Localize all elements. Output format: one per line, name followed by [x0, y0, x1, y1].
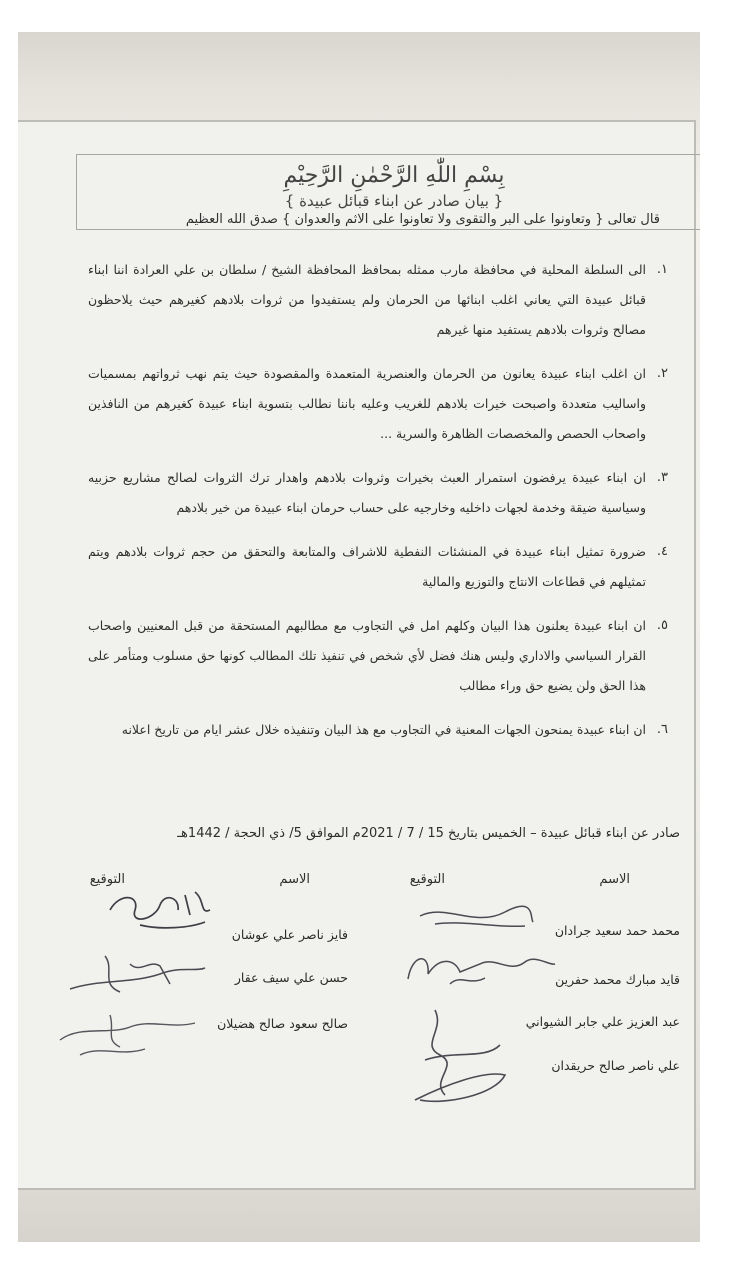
issued-line: صادر عن ابناء قبائل عبيدة – الخميس بتاريخ 15 / 7 / 2021م الموافق 5/ ذي الحجة / 1442هـ	[177, 826, 680, 841]
handwritten-signature	[60, 944, 210, 1004]
item-number: ٦.	[656, 722, 668, 737]
name-header-right: الاسم	[599, 872, 630, 887]
statement-item	[88, 611, 668, 701]
statement-item	[88, 715, 668, 745]
item-text: ان ابناء عبيدة يمنحون الجهات المعنية في التجاوب مع هذ البيان وتنفيذه خلال عشر ايام من تاريخ اعلانه	[121, 722, 646, 737]
statement-item	[88, 537, 668, 597]
item-text: ان ابناء عبيدة يرفضون استمرار العبث بخيرات وثروات بلادهم واهدار ترك الثروات لصالح مشاريع حزبيه وسياسية ضيقة وخدمة لجهات داخليه وخارجيه على حساب حرمان ابناء عبيدة من خير بلادهم	[88, 470, 646, 515]
signature-header-left: التوقيع	[89, 872, 125, 887]
item-text: ان ابناء عبيدة يعلنون هذا البيان وكلهم امل في التجاوب مع مطالبهم المستحقة من قبل المعنيين واصحاب القرار السياسي والاداري وليس هنك فضل لأي شخص في تنفيذ تلك المطالب كونها حق مسلوب ومتأمر على هذا الحق ولن يضيع حق وراء مطالب	[88, 618, 646, 693]
item-text: ضرورة تمثيل ابناء عبيدة في المنشئات النفطية للاشراف والمتابعة والتحقق من حجم ثروات بلادهم ويتم تمثيلهم في قطاعات الانتاج والتوزيع والمالية	[88, 544, 646, 589]
name-header-left: الاسم	[279, 872, 310, 887]
statement-title: { بيان صادر عن ابناء قبائل عبيدة }	[284, 192, 504, 210]
handwritten-signature	[405, 1000, 515, 1110]
signatory-name: علي ناصر صالح حريقدان	[551, 1058, 680, 1073]
signature-header-right: التوقيع	[409, 872, 445, 887]
basmala: بِسْمِ اللّٰهِ الرَّحْمٰنِ الرَّحِيْمِ	[283, 163, 505, 188]
handwritten-signature	[100, 880, 220, 935]
signatory-name: صالح سعود صالح هضيلان	[217, 1016, 348, 1031]
statement-item	[88, 463, 668, 523]
signatory-name: قايد مبارك محمد حفرين	[555, 972, 680, 987]
handwritten-signature	[415, 898, 535, 938]
signatory-name: فايز ناصر علي عوشان	[231, 927, 348, 942]
item-number: ١.	[656, 262, 668, 277]
item-number: ٢.	[656, 366, 668, 381]
statement-item	[88, 255, 668, 345]
handwritten-signature	[50, 1005, 200, 1065]
signatory-name: محمد حمد سعيد جرادان	[554, 923, 680, 938]
statement-items	[88, 255, 668, 759]
signatory-name: حسن علي سيف عقار	[234, 970, 348, 985]
signatory-name: عبد العزيز علي جابر الشيواني	[525, 1014, 680, 1029]
item-number: ٤.	[656, 544, 668, 559]
statement-item	[88, 359, 668, 449]
item-text: الى السلطة المحلية في محافظة مارب ممثله بمحافظ المحافظة الشيخ / سلطان بن علي العرادة اننا ابناء قبائل عبيدة التي يعاني اغلب ابنائها من الحرمان ولم يستفيدوا من ثروات بلادهم كغيرهم حيث يلاحظون مصالح وثروات بلادهم يستفيد منها غيرهم	[88, 262, 646, 337]
item-number: ٥.	[656, 618, 668, 633]
item-number: ٣.	[656, 470, 668, 485]
handwritten-signature	[400, 944, 560, 994]
item-text: ان اغلب ابناء عبيدة يعانون من الحرمان والعنصرية المتعمدة والمقصودة حيث يتم نهب ثرواتهم بمسميات واساليب متعددة واصبحت خيرات بلادهم للغريب وعليه باننا نطالب بتسوية ابناء عبيدة كغيرهم من النافذين واصحاب الحصص والمخصصات الظاهرة والسرية ...	[88, 366, 646, 441]
quran-verse: قال تعالى { وتعاونوا على البر والتقوى ولا تعاونوا على الاثم والعدوان } صدق الله العظيم	[185, 212, 660, 227]
